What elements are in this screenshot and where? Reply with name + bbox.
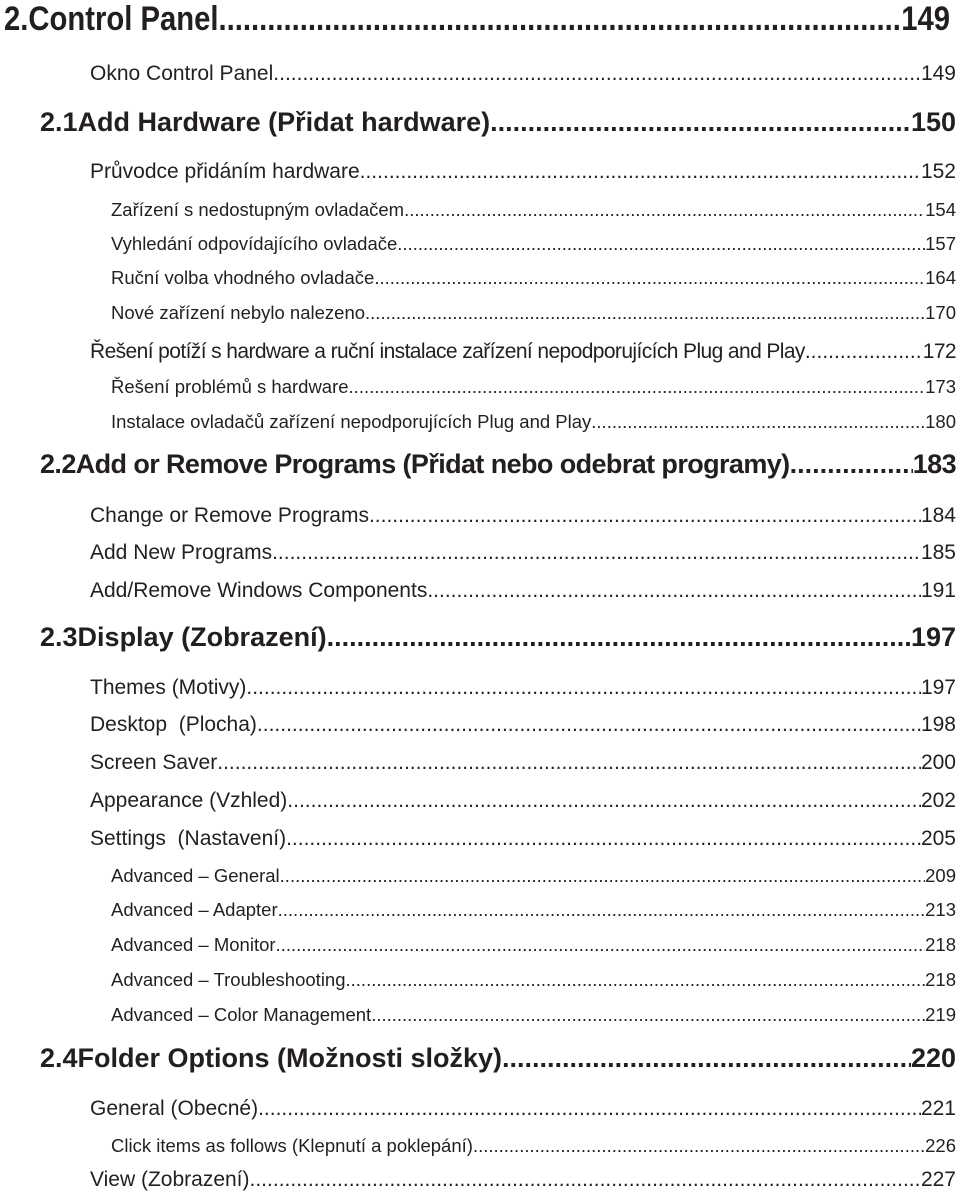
dot-leader — [397, 233, 925, 255]
toc-section[interactable] — [40, 622, 956, 653]
toc-entry[interactable] — [90, 676, 956, 700]
toc-subentry-title: Advanced – Monitor — [111, 934, 276, 955]
toc-subentry-title: Click items as follows (Klepnutí a poklepání) — [111, 1135, 473, 1156]
toc-subentry-title: Zařízení s nedostupným ovladačem — [111, 199, 405, 220]
toc-entry-page: 191 — [920, 579, 956, 602]
toc-entry-page: 205 — [920, 827, 956, 850]
toc-entry[interactable] — [90, 541, 956, 565]
toc-subentry-page: 219 — [925, 1004, 956, 1025]
dot-leader — [346, 969, 926, 991]
toc-entry-page: 221 — [920, 1097, 956, 1120]
toc-subentry[interactable] — [111, 934, 956, 956]
dot-leader — [369, 504, 921, 528]
section-title: Display (Zobrazení) — [77, 622, 327, 652]
toc-entry-title: Průvodce přidáním hardware — [90, 160, 360, 183]
toc-entry[interactable] — [90, 751, 956, 775]
toc-entry[interactable] — [90, 789, 956, 813]
toc-entry-title: Desktop (Plocha) — [90, 713, 257, 736]
toc-subentry-page: 218 — [925, 969, 956, 990]
toc-subentry-page: 173 — [925, 376, 956, 397]
toc-section[interactable] — [40, 449, 956, 480]
toc-subentry-title: Advanced – Color Management — [111, 1004, 372, 1025]
toc-subentry[interactable] — [111, 969, 956, 991]
section-page: 197 — [910, 622, 956, 652]
toc-subentry-title: Ruční volba vhodného ovladače — [111, 267, 375, 288]
toc-subentry-title: Řešení problémů s hardware — [111, 376, 349, 397]
toc-entry-title: Add/Remove Windows Components — [90, 579, 428, 602]
dot-leader — [217, 751, 921, 775]
chapter-page: 149 — [901, 0, 950, 38]
toc-subentry-page: 164 — [925, 267, 956, 288]
toc-subentry-page: 209 — [925, 865, 956, 886]
dot-leader — [502, 1043, 911, 1074]
toc-entry-page: 198 — [920, 713, 956, 736]
toc-subentry[interactable] — [111, 376, 956, 398]
dot-leader — [490, 107, 911, 138]
toc-subentry[interactable] — [111, 199, 956, 221]
dot-leader — [257, 713, 921, 737]
toc-subentry[interactable] — [111, 267, 956, 289]
toc-subentry[interactable] — [111, 865, 956, 887]
toc-subentry[interactable] — [111, 411, 956, 433]
toc-entry-page: 197 — [920, 676, 956, 699]
toc-entry-page: 200 — [920, 751, 956, 774]
toc-entry[interactable] — [90, 713, 956, 737]
toc-entry-title: Řešení potíží s hardware a ruční instalace zařízení nepodporujících Plug and Play — [90, 340, 805, 363]
toc-subentry-page: 213 — [925, 899, 956, 920]
toc-subentry-page: 226 — [925, 1135, 956, 1156]
dot-leader — [374, 267, 925, 289]
toc-entry-page: 202 — [920, 789, 956, 812]
section-page: 183 — [912, 449, 956, 479]
toc-subentry-page: 180 — [925, 411, 956, 432]
toc-section[interactable] — [40, 1043, 956, 1074]
section-title: Folder Options (Možnosti složky) — [77, 1043, 503, 1073]
toc-subentry-page: 154 — [925, 199, 956, 220]
toc-subentry-title: Advanced – Troubleshooting — [111, 969, 346, 990]
toc-entry[interactable] — [90, 579, 956, 603]
toc-subentry-title: Vyhledání odpovídajícího ovladače — [111, 233, 398, 254]
toc-entry[interactable] — [90, 1168, 956, 1192]
toc-entry[interactable] — [90, 160, 956, 184]
dot-leader — [272, 541, 921, 565]
toc-subentry[interactable] — [111, 899, 956, 921]
dot-leader — [404, 199, 925, 221]
dot-leader — [276, 934, 926, 956]
chapter-number: 2. — [4, 0, 29, 38]
dot-leader — [286, 827, 921, 851]
chapter-title: Control Panel — [28, 0, 219, 38]
toc-entry-title: Add New Programs — [90, 541, 273, 564]
section-title: Add or Remove Programs (Přidat nebo odebrat programy) — [75, 449, 790, 479]
toc-entry-title: Okno Control Panel — [90, 62, 274, 85]
toc-entry-title: View (Zobrazení) — [90, 1168, 250, 1191]
toc-subentry[interactable] — [111, 302, 956, 324]
chapter-heading[interactable] — [4, 0, 950, 39]
toc-entry-title: Settings (Nastavení) — [90, 827, 287, 850]
dot-leader — [805, 340, 923, 364]
toc-subentry[interactable] — [111, 233, 956, 255]
toc-subentry-page: 157 — [925, 233, 956, 254]
toc-entry-page: 184 — [920, 504, 956, 527]
section-page: 220 — [910, 1043, 956, 1073]
toc-entry-title: Appearance (Vzhled) — [90, 789, 288, 812]
toc-entry-page: 149 — [920, 62, 956, 85]
dot-leader — [250, 1168, 921, 1192]
dot-leader — [591, 411, 925, 433]
dot-leader — [790, 449, 913, 480]
toc-subentry-page: 170 — [925, 302, 956, 323]
toc-entry[interactable] — [90, 1097, 956, 1121]
dot-leader — [360, 160, 921, 184]
dot-leader — [365, 302, 925, 324]
toc-subentry-title: Nové zařízení nebylo nalezeno — [111, 302, 366, 323]
dot-leader — [273, 62, 921, 86]
toc-subentry[interactable] — [111, 1004, 956, 1026]
toc-entry-title: General (Obecné) — [90, 1097, 259, 1120]
toc-section[interactable] — [40, 107, 956, 138]
toc-subentry-title: Advanced – General — [111, 865, 280, 886]
dot-leader — [371, 1004, 925, 1026]
dot-leader — [246, 676, 921, 700]
toc-entry-page: 185 — [920, 541, 956, 564]
toc-entry[interactable] — [90, 340, 956, 364]
toc-subentry[interactable] — [111, 1135, 956, 1157]
dot-leader — [427, 579, 921, 603]
section-number: 2.3 — [40, 622, 78, 652]
dot-leader — [473, 1135, 925, 1157]
toc-entry-title: Change or Remove Programs — [90, 504, 369, 527]
section-page: 150 — [910, 107, 956, 137]
toc-entry-page: 227 — [920, 1168, 956, 1191]
dot-leader — [287, 789, 921, 813]
section-number: 2.4 — [40, 1043, 78, 1073]
toc-entry-title: Themes (Motivy) — [90, 676, 247, 699]
dot-leader — [327, 622, 911, 653]
toc-entry-page: 172 — [922, 340, 956, 363]
toc-entry[interactable] — [90, 827, 956, 851]
section-number: 2.2 — [40, 449, 76, 479]
dot-leader — [280, 865, 925, 887]
dot-leader — [218, 0, 901, 39]
toc-subentry-title: Instalace ovladačů zařízení nepodporujících Plug and Play — [111, 411, 592, 432]
toc-entry[interactable] — [90, 62, 956, 86]
toc-entry-page: 152 — [920, 160, 956, 183]
section-title: Add Hardware (Přidat hardware) — [77, 107, 491, 137]
toc-entry-title: Screen Saver — [90, 751, 218, 774]
toc-entry[interactable] — [90, 504, 956, 528]
section-number: 2.1 — [40, 107, 78, 137]
toc-subentry-title: Advanced – Adapter — [111, 899, 278, 920]
dot-leader — [349, 376, 926, 398]
dot-leader — [258, 1097, 921, 1121]
dot-leader — [278, 899, 925, 921]
toc-subentry-page: 218 — [925, 934, 956, 955]
